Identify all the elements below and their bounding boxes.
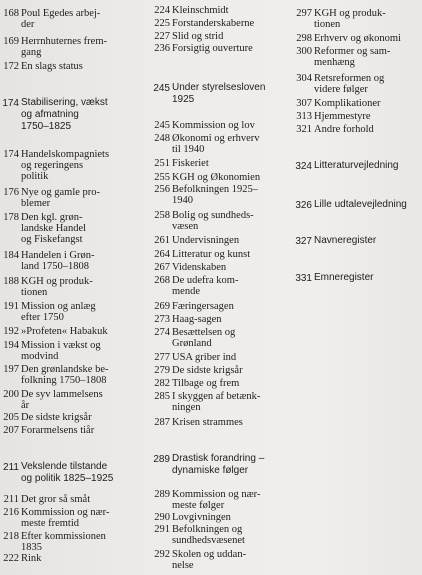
page-number: 222 xyxy=(3,553,19,564)
entry-title-line: Haag-sagen xyxy=(172,314,222,325)
page-number: 274 xyxy=(154,327,170,338)
page-number: 168 xyxy=(3,8,19,19)
toc-column-2 xyxy=(142,0,280,575)
entry-title-line: Forsigtig ouverture xyxy=(172,43,253,54)
page-number: 207 xyxy=(3,425,19,436)
entry-title-line: efter 1750 xyxy=(21,312,64,323)
entry-title-line: Bolig og sundheds- xyxy=(172,210,254,221)
entry-title-line: land 1750–1808 xyxy=(21,261,89,272)
entry-title-line: Fiskeriet xyxy=(172,158,209,169)
entry-title-line: modvind xyxy=(21,351,59,362)
entry-title-line: Andre forhold xyxy=(314,124,374,135)
entry-title-line: og regeringens xyxy=(21,160,84,171)
entry-title-line: I skyggen af betænk- xyxy=(172,391,261,402)
page-number: 176 xyxy=(3,187,19,198)
entry-title-line: Undervisningen xyxy=(172,235,240,246)
page-number: 269 xyxy=(154,301,170,312)
entry-title-line: Forstanderskaberne xyxy=(172,18,255,29)
entry-title-line: Kleinschmidt xyxy=(172,5,229,16)
entry-title-line: Tilbage og frem xyxy=(172,378,240,389)
entry-title-line: Retsreformen og xyxy=(314,73,385,84)
entry-title-line: Slid og strid xyxy=(172,31,224,42)
entry-title-line: Kommission og lov xyxy=(172,120,255,131)
page-number: 327 xyxy=(295,236,312,247)
page-number: 290 xyxy=(154,512,170,523)
entry-title-line: sundhedsvæsenet xyxy=(172,535,245,546)
page-number: 264 xyxy=(154,249,170,260)
entry-title-line: menhæng xyxy=(314,57,355,68)
entry-title-line: Kommission og nær- xyxy=(172,489,261,500)
entry-title-line: Det gror så småt xyxy=(21,494,91,505)
entry-title-line: En slags status xyxy=(21,61,83,72)
page-number: 191 xyxy=(3,301,19,312)
page-number: 178 xyxy=(3,212,19,223)
page-number: 256 xyxy=(154,184,170,195)
page-number: 258 xyxy=(154,210,170,221)
entry-title-line: og politik 1825–1925 xyxy=(21,473,114,484)
entry-title-line: De sidste krigsår xyxy=(172,365,243,376)
entry-title-line: Stabilisering, vækst xyxy=(21,97,108,108)
entry-title-line: dynamiske følger xyxy=(172,465,249,476)
entry-title-line: Rink xyxy=(21,553,42,564)
page-number: 298 xyxy=(296,33,312,44)
entry-title-line: videre følger xyxy=(314,84,368,95)
entry-title-line: Besættelsen og xyxy=(172,327,236,338)
page-number: 287 xyxy=(154,417,170,428)
entry-title-line: Drastisk forandring – xyxy=(172,453,265,464)
entry-title-line: meste følger xyxy=(172,500,225,511)
entry-title-line: Navneregister xyxy=(314,235,377,246)
entry-title-line: Mission og anlæg xyxy=(21,301,96,312)
page-number: 277 xyxy=(154,352,170,363)
page-number: 248 xyxy=(154,133,170,144)
entry-title-line: Grønland xyxy=(172,338,212,349)
page-number: 326 xyxy=(295,200,312,211)
page-number: 261 xyxy=(154,235,170,246)
entry-title-line: væsen xyxy=(172,221,199,232)
entry-title-line: Poul Egedes arbej- xyxy=(21,8,101,19)
entry-title-line: Forarmelsens tiår xyxy=(21,425,95,436)
page-number: 324 xyxy=(295,161,312,172)
page-number: 205 xyxy=(3,412,19,423)
entry-title-line: Emneregister xyxy=(314,272,374,283)
page-number: 169 xyxy=(3,36,19,47)
entry-title-line: Befolkningen 1925– xyxy=(172,184,259,195)
entry-title-line: Litteratur og kunst xyxy=(172,249,251,260)
page-number: 200 xyxy=(3,389,19,400)
entry-title-line: Under styrelsesloven xyxy=(172,82,266,93)
entry-title-line: Økonomi og erhverv xyxy=(172,133,260,144)
entry-title-line: år xyxy=(21,400,30,411)
entry-title-line: Nye og gamle pro- xyxy=(21,187,101,198)
page-number: 216 xyxy=(3,507,19,518)
entry-title-line: Hjemmestyre xyxy=(314,111,371,122)
entry-title-line: til 1940 xyxy=(172,144,205,155)
entry-title-line: KGH og Økonomien xyxy=(172,172,261,183)
entry-title-line: Erhverv og økonomi xyxy=(314,33,401,44)
entry-title-line: Handelskompagniets xyxy=(21,149,110,160)
entry-title-line: ningen xyxy=(172,402,201,413)
page-number: 267 xyxy=(154,262,170,273)
entry-title-line: 1835 xyxy=(21,542,42,553)
entry-title-line: Mission i vækst og xyxy=(21,340,101,351)
entry-title-line: Kommission og nær- xyxy=(21,507,110,518)
entry-title-line: Krisen strammes xyxy=(172,417,243,428)
entry-title-line: og afmatning xyxy=(21,109,79,120)
page-number: 192 xyxy=(3,326,19,337)
page-number: 174 xyxy=(2,98,19,109)
page-number: 289 xyxy=(154,489,170,500)
entry-title-line: De sidste krigsår xyxy=(21,412,92,423)
page-number: 211 xyxy=(3,494,19,505)
entry-title-line: nelse xyxy=(172,560,194,571)
entry-title-line: Den grønlandske be- xyxy=(21,364,109,375)
toc-column-3 xyxy=(284,0,422,575)
page-number: 321 xyxy=(296,124,312,135)
entry-title-line: »Profeten« Habakuk xyxy=(21,326,108,337)
entry-title-line: Videnskaben xyxy=(172,262,227,273)
page-number: 268 xyxy=(154,275,170,286)
entry-title-line: De syv lammelsens xyxy=(21,389,103,400)
page-number: 331 xyxy=(295,273,312,284)
page-number: 211 xyxy=(3,462,19,473)
entry-title-line: De udefra kom- xyxy=(172,275,239,286)
entry-title-line: Lovgivningen xyxy=(172,512,231,523)
entry-title-line: Lille udtalevejledning xyxy=(314,199,407,210)
entry-title-line: blemer xyxy=(21,198,51,209)
entry-title-line: tionen xyxy=(314,19,341,30)
entry-title-line: mende xyxy=(172,286,200,297)
page-number: 251 xyxy=(154,158,170,169)
entry-title-line: Den kgl. grøn- xyxy=(21,212,83,223)
entry-title-line: Herrnhuternes frem- xyxy=(21,36,107,47)
page-number: 227 xyxy=(154,31,170,42)
page-number: 300 xyxy=(296,46,312,57)
page-number: 172 xyxy=(3,61,19,72)
page-number: 292 xyxy=(154,549,170,560)
entry-title-line: Færingersagen xyxy=(172,301,234,312)
page-number: 289 xyxy=(153,454,170,465)
page-number: 291 xyxy=(154,524,170,535)
page-number: 255 xyxy=(154,172,170,183)
page-number: 174 xyxy=(3,149,19,160)
page-number: 279 xyxy=(154,365,170,376)
page-number: 236 xyxy=(154,43,170,54)
page-number: 273 xyxy=(154,314,170,325)
entry-title-line: Skolen og uddan- xyxy=(172,549,247,560)
entry-title-line: folkning 1750–1808 xyxy=(21,375,107,386)
entry-title-line: KGH og produk- xyxy=(314,8,386,19)
entry-title-line: Handelen i Grøn- xyxy=(21,250,95,261)
page-number: 282 xyxy=(154,378,170,389)
page-number: 188 xyxy=(3,276,19,287)
page-number: 297 xyxy=(296,8,312,19)
entry-title-line: landske Handel xyxy=(21,223,87,234)
entry-title-line: Reformer og sam- xyxy=(314,46,391,57)
entry-title-line: gang xyxy=(21,47,42,58)
page-number: 245 xyxy=(154,120,170,131)
page-number: 313 xyxy=(296,111,312,122)
entry-title-line: meste fremtid xyxy=(21,518,80,529)
page-number: 194 xyxy=(3,340,19,351)
entry-title-line: USA griber ind xyxy=(172,352,237,363)
page-number: 304 xyxy=(296,73,312,84)
entry-title-line: Vekslende tilstande xyxy=(21,461,108,472)
entry-title-line: der xyxy=(21,19,35,30)
page-number: 307 xyxy=(296,98,312,109)
entry-title-line: politik xyxy=(21,171,49,182)
entry-title-line: 1750–1825 xyxy=(21,121,72,132)
entry-title-line: 1925 xyxy=(172,94,195,105)
page-number: 184 xyxy=(3,250,19,261)
page-number: 225 xyxy=(154,18,170,29)
entry-title-line: og Fiskefangst xyxy=(21,234,83,245)
entry-title-line: Efter kommissionen xyxy=(21,531,106,542)
page-number: 245 xyxy=(153,83,170,94)
page-number: 285 xyxy=(154,391,170,402)
entry-title-line: Komplikationer xyxy=(314,98,381,109)
entry-title-line: tionen xyxy=(21,287,48,298)
entry-title-line: Litteraturvejledning xyxy=(314,160,399,171)
page-number: 197 xyxy=(3,364,19,375)
page-number: 224 xyxy=(154,5,170,16)
entry-title-line: Befolkningen og xyxy=(172,524,243,535)
toc-column-1 xyxy=(0,0,139,575)
entry-title-line: KGH og produk- xyxy=(21,276,93,287)
page-number: 218 xyxy=(3,531,19,542)
entry-title-line: 1940 xyxy=(172,195,193,206)
